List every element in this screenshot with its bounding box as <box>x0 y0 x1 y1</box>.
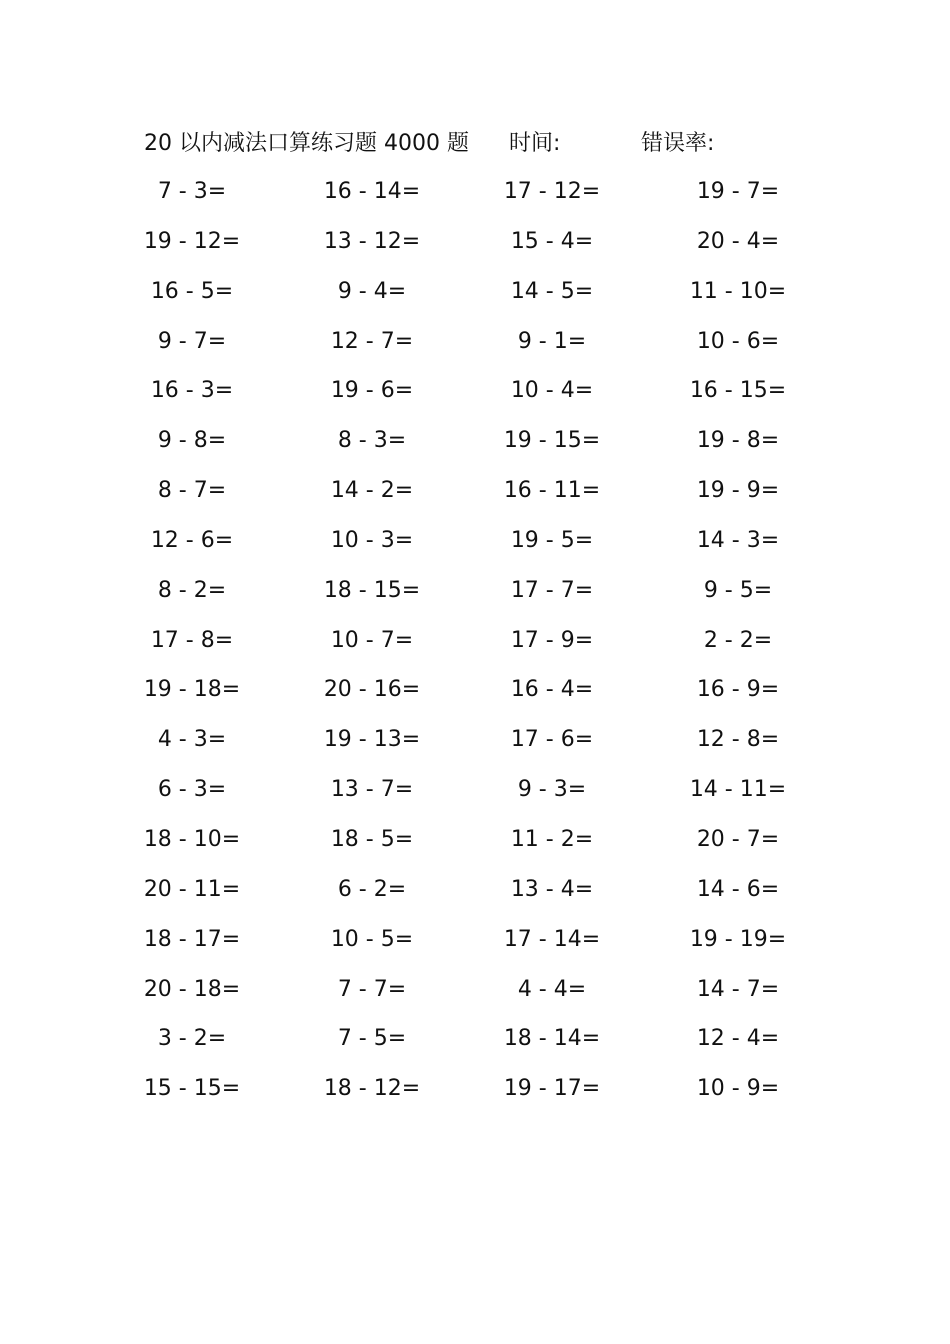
problem-item: 17 - 7= <box>510 577 594 603</box>
problem-item: 19 - 6= <box>330 378 414 404</box>
problem-item: 17 - 12= <box>503 179 601 204</box>
problem-item: 4 - 3= <box>157 727 227 753</box>
problem-item: 7 - 5= <box>337 1026 407 1052</box>
problem-row <box>0 516 950 566</box>
problem-item: 20 - 7= <box>696 826 780 852</box>
problem-item: 18 - 5= <box>330 826 414 852</box>
problem-row <box>0 815 950 865</box>
problem-item: 12 - 6= <box>150 527 234 553</box>
problem-row <box>0 616 950 666</box>
problem-item: 16 - 9= <box>696 677 780 703</box>
problem-row <box>0 865 950 915</box>
time-label: 时间: <box>509 131 561 156</box>
problem-item: 19 - 13= <box>323 727 421 753</box>
problem-row <box>0 416 950 466</box>
problem-row <box>0 167 950 217</box>
problem-item: 16 - 14= <box>323 179 421 204</box>
problem-row <box>0 965 950 1015</box>
problem-item: 13 - 12= <box>323 228 421 254</box>
problem-item: 12 - 7= <box>330 328 414 354</box>
problem-item: 11 - 10= <box>689 278 787 304</box>
problem-item: 19 - 18= <box>143 677 241 703</box>
problem-item: 14 - 2= <box>330 478 414 504</box>
problem-row <box>0 1014 950 1064</box>
problem-item: 15 - 4= <box>510 228 594 254</box>
problem-item: 17 - 14= <box>503 926 601 952</box>
problem-row <box>0 366 950 416</box>
problem-item: 17 - 6= <box>510 727 594 753</box>
problem-item: 12 - 8= <box>696 727 780 753</box>
problem-item: 20 - 18= <box>143 976 241 1002</box>
problem-item: 8 - 2= <box>157 577 227 603</box>
problem-item: 19 - 12= <box>143 228 241 254</box>
worksheet-title: 20 以内减法口算练习题 4000 题 <box>144 131 469 156</box>
problem-item: 4 - 4= <box>517 976 587 1002</box>
problem-row <box>0 715 950 765</box>
problem-item: 17 - 9= <box>510 627 594 653</box>
problem-row <box>0 915 950 965</box>
problem-item: 12 - 4= <box>696 1026 780 1052</box>
problem-item: 19 - 8= <box>696 428 780 454</box>
problem-item: 14 - 11= <box>689 777 787 803</box>
problem-item: 9 - 4= <box>337 278 407 304</box>
problem-item: 19 - 15= <box>503 428 601 454</box>
problem-item: 7 - 7= <box>337 976 407 1002</box>
problem-item: 13 - 7= <box>330 777 414 803</box>
problem-row <box>0 466 950 516</box>
problem-item: 10 - 7= <box>330 627 414 653</box>
problem-item: 19 - 19= <box>689 926 787 952</box>
problem-item: 2 - 2= <box>703 627 773 653</box>
problem-item: 16 - 5= <box>150 278 234 304</box>
problem-item: 3 - 2= <box>157 1026 227 1052</box>
problem-item: 6 - 2= <box>337 876 407 902</box>
problem-item: 18 - 15= <box>323 577 421 603</box>
problem-item: 9 - 7= <box>157 328 227 354</box>
problem-item: 14 - 5= <box>510 278 594 304</box>
problem-item: 19 - 17= <box>503 1076 601 1102</box>
problem-item: 19 - 7= <box>696 179 780 204</box>
problem-item: 8 - 3= <box>337 428 407 454</box>
problem-item: 14 - 3= <box>696 527 780 553</box>
problem-item: 20 - 11= <box>143 876 241 902</box>
problem-item: 9 - 3= <box>517 777 587 803</box>
problem-item: 8 - 7= <box>157 478 227 504</box>
problem-item: 10 - 9= <box>696 1076 780 1102</box>
problem-item: 14 - 6= <box>696 876 780 902</box>
problem-item: 18 - 17= <box>143 926 241 952</box>
problem-item: 9 - 1= <box>517 328 587 354</box>
problem-item: 20 - 4= <box>696 228 780 254</box>
problem-item: 10 - 5= <box>330 926 414 952</box>
problem-item: 19 - 5= <box>510 527 594 553</box>
problem-row <box>0 1064 950 1114</box>
problem-item: 20 - 16= <box>323 677 421 703</box>
problem-item: 6 - 3= <box>157 777 227 803</box>
problem-row <box>0 765 950 815</box>
problem-item: 19 - 9= <box>696 478 780 504</box>
error-rate-label: 错误率: <box>641 131 715 156</box>
problem-item: 18 - 10= <box>143 826 241 852</box>
problem-grid <box>0 167 950 1114</box>
problem-item: 18 - 14= <box>503 1026 601 1052</box>
problem-item: 18 - 12= <box>323 1076 421 1102</box>
problem-row <box>0 566 950 616</box>
problem-item: 15 - 15= <box>143 1076 241 1102</box>
problem-item: 10 - 3= <box>330 527 414 553</box>
problem-row <box>0 217 950 267</box>
problem-item: 10 - 6= <box>696 328 780 354</box>
worksheet-header <box>0 124 950 164</box>
problem-row <box>0 317 950 367</box>
problem-item: 11 - 2= <box>510 826 594 852</box>
problem-item: 16 - 15= <box>689 378 787 404</box>
problem-item: 10 - 4= <box>510 378 594 404</box>
problem-item: 13 - 4= <box>510 876 594 902</box>
problem-item: 9 - 5= <box>703 577 773 603</box>
problem-item: 16 - 4= <box>510 677 594 703</box>
problem-row <box>0 665 950 715</box>
problem-item: 16 - 3= <box>150 378 234 404</box>
problem-item: 7 - 3= <box>157 179 227 204</box>
problem-item: 17 - 8= <box>150 627 234 653</box>
problem-row <box>0 267 950 317</box>
problem-item: 14 - 7= <box>696 976 780 1002</box>
problem-item: 16 - 11= <box>503 478 601 504</box>
problem-item: 9 - 8= <box>157 428 227 454</box>
